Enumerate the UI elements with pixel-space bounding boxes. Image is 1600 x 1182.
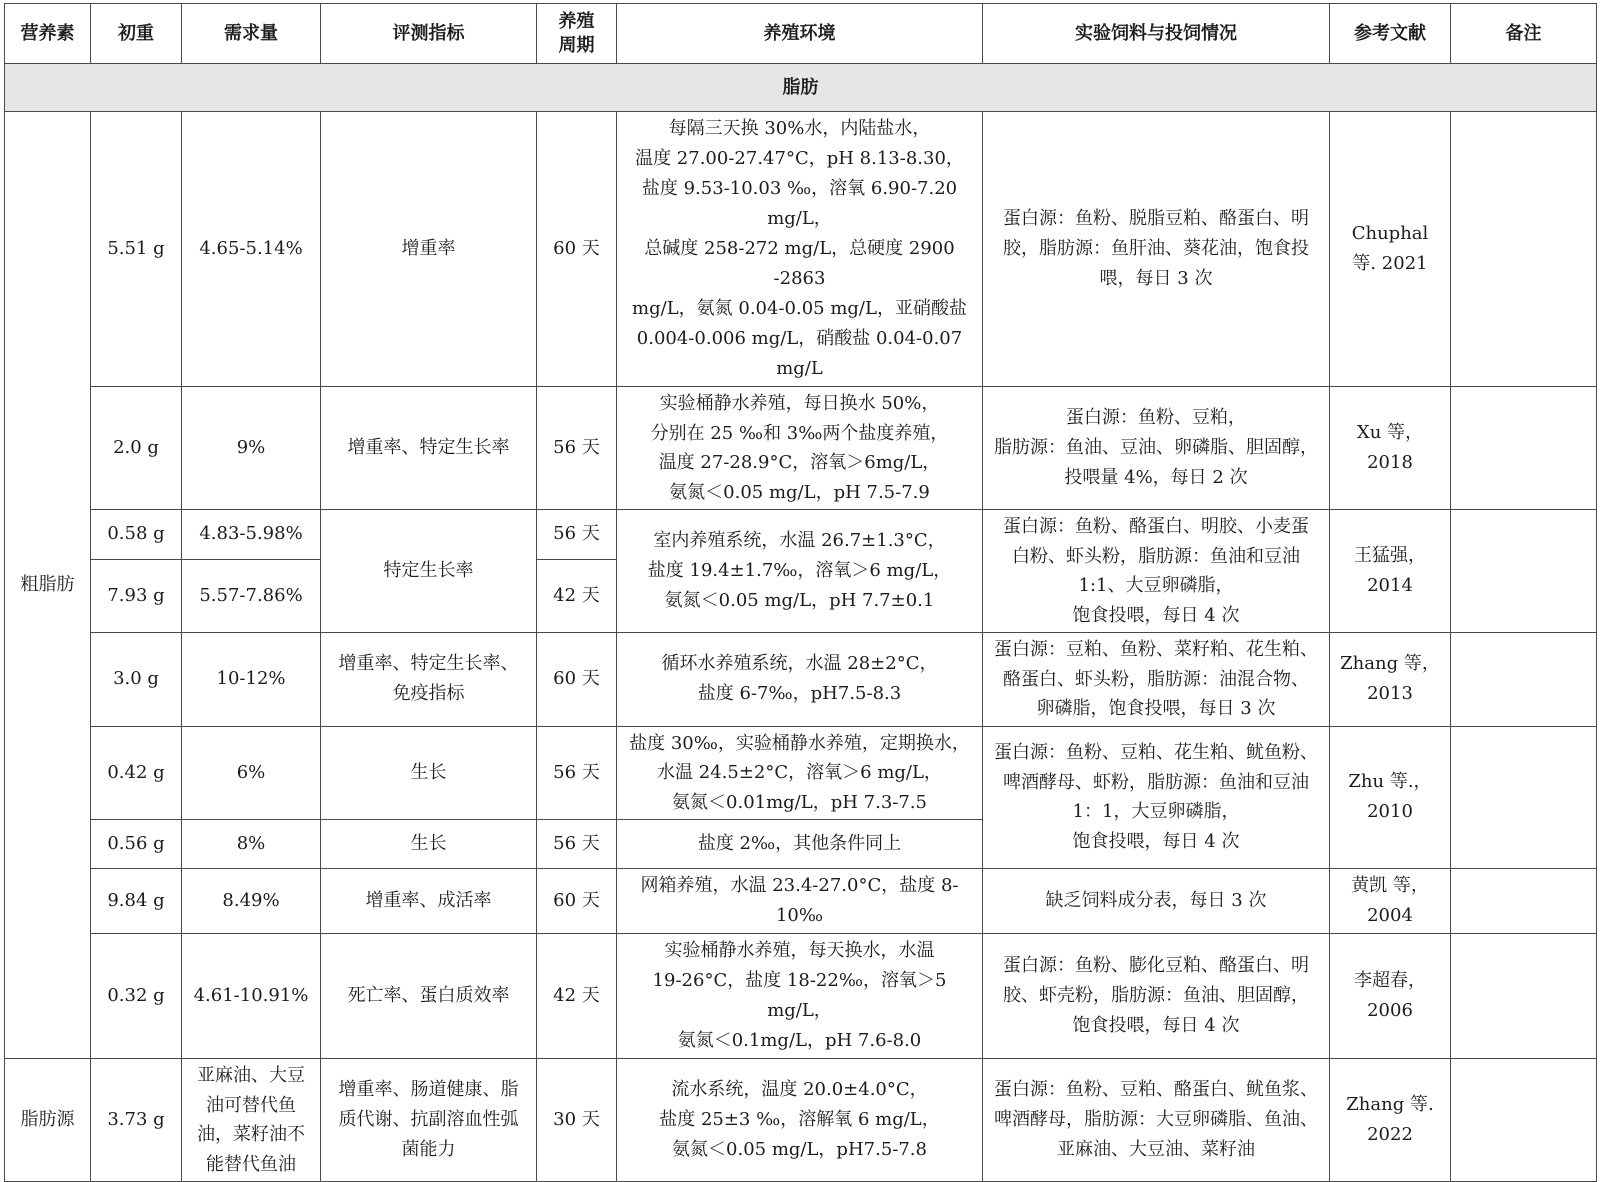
header-period: 养殖 周期 <box>537 4 617 64</box>
requirement-cell: 4.83-5.98% <box>182 510 321 560</box>
requirement-cell: 8.49% <box>182 869 321 934</box>
indicator-cell: 生长 <box>321 820 537 869</box>
header-remark: 备注 <box>1451 4 1597 64</box>
feed-cell: 蛋白源：鱼粉、脱脂豆粕、酪蛋白、明 胶，脂肪源：鱼肝油、葵花油，饱食投 喂，每日 3 次 <box>983 112 1330 387</box>
initial-weight-cell: 2.0 g <box>91 387 182 510</box>
section-row <box>5 64 1597 112</box>
environment-cell: 实验桶静水养殖，每天换水，水温 19-26°C，盐度 18-22‰，溶氧＞5 mg/L， 氨氮＜0.1mg/L，pH 7.6-8.0 <box>617 934 983 1059</box>
group-fat-source: 脂肪源 <box>5 1059 91 1182</box>
header-requirement: 需求量 <box>182 4 321 64</box>
feed-cell: 蛋白源：豆粕、鱼粉、菜籽粕、花生粕、 酪蛋白、虾头粉，脂肪源：油混合物、 卵磷脂，饱食投喂，每日 3 次 <box>983 633 1330 727</box>
environment-cell: 室内养殖系统，水温 26.7±1.3°C， 盐度 19.4±1.7‰，溶氧＞6 mg/L， 氨氮＜0.05 mg/L，pH 7.7±0.1 <box>617 510 983 633</box>
table-row <box>5 869 1597 934</box>
environment-cell: 流水系统，温度 20.0±4.0°C， 盐度 25±3 ‰，溶解氧 6 mg/L， 氨氮＜0.05 mg/L，pH7.5-7.8 <box>617 1059 983 1182</box>
table-row <box>5 1059 1597 1182</box>
requirement-cell: 10-12% <box>182 633 321 727</box>
initial-weight-cell: 0.56 g <box>91 820 182 869</box>
requirement-cell: 4.65-5.14% <box>182 112 321 387</box>
table-row <box>5 510 1597 560</box>
header-nutrient: 营养素 <box>5 4 91 64</box>
header-row <box>5 4 1597 64</box>
indicator-cell: 死亡率、蛋白质效率 <box>321 934 537 1059</box>
nutrient-requirement-table <box>4 3 1597 1182</box>
period-cell: 56 天 <box>537 510 617 560</box>
table-row <box>5 633 1597 727</box>
initial-weight-cell: 0.42 g <box>91 726 182 820</box>
header-indicators: 评测指标 <box>321 4 537 64</box>
remark-cell <box>1451 633 1597 727</box>
reference-cell: 李超春， 2006 <box>1330 934 1451 1059</box>
remark-cell <box>1451 726 1597 869</box>
initial-weight-cell: 7.93 g <box>91 559 182 632</box>
remark-cell <box>1451 869 1597 934</box>
initial-weight-cell: 0.58 g <box>91 510 182 560</box>
section-label: 脂肪 <box>5 64 1597 112</box>
period-cell: 30 天 <box>537 1059 617 1182</box>
indicator-cell: 特定生长率 <box>321 510 537 633</box>
table-row <box>5 112 1597 387</box>
remark-cell <box>1451 934 1597 1059</box>
environment-cell: 每隔三天换 30%水，内陆盐水， 温度 27.00-27.47°C，pH 8.13-8.30， 盐度 9.53-10.03 ‰，溶氧 6.90-7.20 mg/L， 总碱度 258-272 mg/L，总硬度 2900 -2863 mg/L，氨氮 0.04-0.05 mg/L，亚硝酸盐 0.004-0.006 mg/L，硝酸盐 0.04-0.07 mg/L <box>617 112 983 387</box>
feed-cell: 缺乏饲料成分表，每日 3 次 <box>983 869 1330 934</box>
environment-cell: 盐度 30‰，实验桶静水养殖，定期换水， 水温 24.5±2°C，溶氧＞6 mg/L， 氨氮＜0.01mg/L，pH 7.3-7.5 <box>617 726 983 820</box>
reference-cell: Chuphal 等. 2021 <box>1330 112 1451 387</box>
feed-cell: 蛋白源：鱼粉、豆粕， 脂肪源：鱼油、豆油、卵磷脂、胆固醇， 投喂量 4%，每日 2 次 <box>983 387 1330 510</box>
requirement-cell: 4.61-10.91% <box>182 934 321 1059</box>
initial-weight-cell: 3.73 g <box>91 1059 182 1182</box>
reference-cell: 黄凯 等， 2004 <box>1330 869 1451 934</box>
environment-cell: 网箱养殖，水温 23.4-27.0°C，盐度 8-10‰ <box>617 869 983 934</box>
initial-weight-cell: 0.32 g <box>91 934 182 1059</box>
indicator-cell: 生长 <box>321 726 537 820</box>
period-cell: 56 天 <box>537 726 617 820</box>
initial-weight-cell: 9.84 g <box>91 869 182 934</box>
remark-cell <box>1451 387 1597 510</box>
header-feed: 实验饲料与投饲情况 <box>983 4 1330 64</box>
indicator-cell: 增重率、成活率 <box>321 869 537 934</box>
period-cell: 60 天 <box>537 633 617 727</box>
reference-cell: Xu 等， 2018 <box>1330 387 1451 510</box>
environment-cell: 盐度 2‰，其他条件同上 <box>617 820 983 869</box>
feed-cell: 蛋白源：鱼粉、膨化豆粕、酪蛋白、明 胶、虾壳粉，脂肪源：鱼油、胆固醇， 饱食投喂，每日 4 次 <box>983 934 1330 1059</box>
period-cell: 42 天 <box>537 934 617 1059</box>
requirement-cell: 9% <box>182 387 321 510</box>
header-initial-weight: 初重 <box>91 4 182 64</box>
requirement-cell: 5.57-7.86% <box>182 559 321 632</box>
table-row <box>5 726 1597 820</box>
table-row <box>5 934 1597 1059</box>
environment-cell: 实验桶静水养殖，每日换水 50%， 分别在 25 ‰和 3‰两个盐度养殖， 温度 27-28.9°C，溶氧＞6mg/L， 氨氮＜0.05 mg/L，pH 7.5-7.9 <box>617 387 983 510</box>
requirement-cell: 8% <box>182 820 321 869</box>
initial-weight-cell: 3.0 g <box>91 633 182 727</box>
indicator-cell: 增重率、肠道健康、脂 质代谢、抗副溶血性弧 菌能力 <box>321 1059 537 1182</box>
requirement-cell: 亚麻油、大豆 油可替代鱼 油，菜籽油不 能替代鱼油 <box>182 1059 321 1182</box>
indicator-cell: 增重率、特定生长率、 免疫指标 <box>321 633 537 727</box>
reference-cell: Zhang 等. 2022 <box>1330 1059 1451 1182</box>
period-cell: 60 天 <box>537 112 617 387</box>
period-cell: 56 天 <box>537 820 617 869</box>
header-reference: 参考文献 <box>1330 4 1451 64</box>
feed-cell: 蛋白源：鱼粉、豆粕、花生粕、鱿鱼粉、 啤酒酵母、虾粉，脂肪源：鱼油和豆油 1：1，大豆卵磷脂， 饱食投喂，每日 4 次 <box>983 726 1330 869</box>
reference-cell: Zhu 等.， 2010 <box>1330 726 1451 869</box>
remark-cell <box>1451 510 1597 633</box>
requirement-cell: 6% <box>182 726 321 820</box>
initial-weight-cell: 5.51 g <box>91 112 182 387</box>
reference-cell: 王猛强， 2014 <box>1330 510 1451 633</box>
reference-cell: Zhang 等， 2013 <box>1330 633 1451 727</box>
group-crude-fat: 粗脂肪 <box>5 112 91 1059</box>
period-cell: 56 天 <box>537 387 617 510</box>
table-row <box>5 387 1597 510</box>
feed-cell: 蛋白源：鱼粉、豆粕、酪蛋白、鱿鱼浆、 啤酒酵母，脂肪源：大豆卵磷脂、鱼油、 亚麻油、大豆油、菜籽油 <box>983 1059 1330 1182</box>
period-cell: 42 天 <box>537 559 617 632</box>
header-environment: 养殖环境 <box>617 4 983 64</box>
period-cell: 60 天 <box>537 869 617 934</box>
feed-cell: 蛋白源：鱼粉、酪蛋白、明胶、小麦蛋 白粉、虾头粉，脂肪源：鱼油和豆油 1:1、大豆卵磷脂， 饱食投喂，每日 4 次 <box>983 510 1330 633</box>
indicator-cell: 增重率 <box>321 112 537 387</box>
remark-cell <box>1451 1059 1597 1182</box>
indicator-cell: 增重率、特定生长率 <box>321 387 537 510</box>
environment-cell: 循环水养殖系统，水温 28±2°C， 盐度 6-7‰，pH7.5-8.3 <box>617 633 983 727</box>
remark-cell <box>1451 112 1597 387</box>
